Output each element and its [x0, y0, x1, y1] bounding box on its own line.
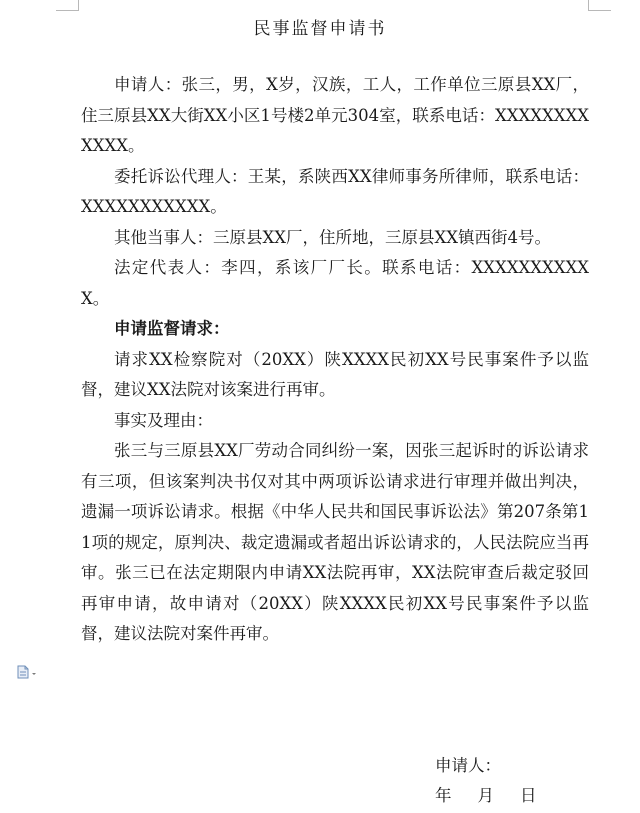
document-title: 民事监督申请书: [253, 19, 387, 39]
signature-applicant-label: 申请人：: [435, 756, 501, 775]
document-options-icon[interactable]: [17, 664, 39, 678]
heading-facts-reasons: 事实及理由：: [114, 410, 213, 430]
paragraph-agent: 委托诉讼代理人：王某，系陕西XX律师事务所律师，联系电话：XXXXXXXXXXX。: [81, 166, 589, 216]
paragraph-facts: 张三与三原县XX厂劳动合同纠纷一案，因张三起诉时的诉讼请求有三项，但该案判决书仅对其中两项诉讼请求进行审理并做出判决，遗漏一项诉讼请求。根据《中华人民共和国民事诉讼法》第207条第11项的规定，原判决、裁定遗漏或者超出诉讼请求的，人民法院应当再审。张三已在法定期限内申请XX法院再审，XX法院审查后裁定驳回再审申请，故申请对（20XX）陕XXXX民初XX号民事案件予以监督，建议法院对案件再审。: [81, 441, 589, 643]
paragraph-request: 请求XX检察院对（20XX）陕XXXX民初XX号民事案件予以监督，建议XX法院对该案进行再审。: [81, 349, 589, 399]
paragraph-legal-representative: 法定代表人：李四，系该厂厂长。联系电话：XXXXXXXXXXX。: [81, 258, 589, 308]
crop-mark-top-right: [588, 0, 611, 11]
heading-supervision-request: 申请监督请求：: [114, 319, 230, 338]
date-day: 日: [520, 786, 537, 805]
paragraph-applicant: 申请人：张三，男，X岁，汉族，工人，工作单位三原县XX厂，住三原县XX大街XX小区1号楼2单元304室，联系电话：XXXXXXXXXXXX。: [81, 75, 589, 155]
date-year: 年: [435, 786, 452, 805]
signature-date: [435, 782, 563, 806]
crop-mark-top-left: [56, 0, 79, 11]
date-month: 月: [477, 786, 494, 805]
document-body: [81, 70, 589, 650]
paragraph-other-party: 其他当事人：三原县XX厂，住所地，三原县XX镇西街4号。: [114, 227, 551, 247]
